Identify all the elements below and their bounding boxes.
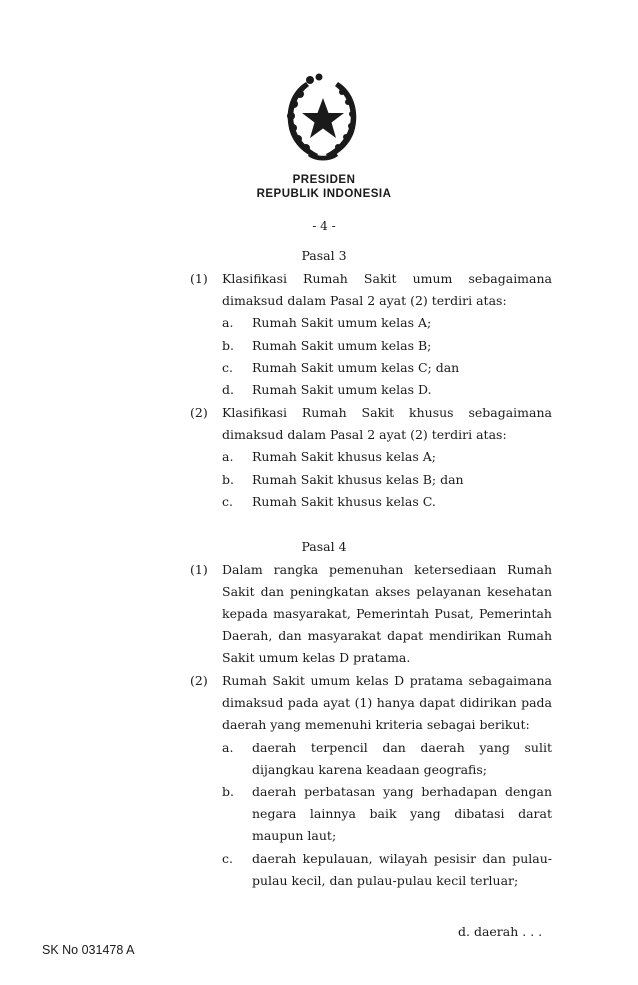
page-number: - 4 - — [312, 219, 336, 233]
pasal-3-ayat-2-item-a: Rumah Sakit khusus kelas A; — [252, 449, 436, 464]
pasal-3-ayat-1-item-a-letter: a. — [222, 315, 234, 330]
pasal-4-ayat-2-item-b-line-3: maupun laut; — [252, 828, 337, 843]
pasal-4-ayat-2-item-c-letter: c. — [222, 851, 233, 866]
document-code: SK No 031478 A — [42, 943, 135, 957]
pasal-4-ayat-1-number: (1) — [190, 562, 208, 577]
pasal-3-ayat-1-item-d: Rumah Sakit umum kelas D. — [252, 382, 432, 397]
pasal-3-ayat-2-item-b: Rumah Sakit khusus kelas B; dan — [252, 472, 464, 487]
pasal-4-ayat-2-item-c-line-2: pulau kecil, dan pulau-pulau kecil terluar; — [252, 873, 519, 888]
pasal-4-ayat-2-line-1: Rumah Sakit umum kelas D pratama sebagaimana — [222, 673, 552, 688]
pasal-3-ayat-1-item-c-letter: c. — [222, 360, 233, 375]
pasal-3-ayat-1-line-1: Klasifikasi Rumah Sakit umum sebagaimana — [222, 271, 552, 286]
pasal-4-ayat-2-item-a-line-1: daerah terpencil dan daerah yang sulit — [252, 740, 552, 755]
next-page-catchword: d. daerah . . . — [458, 924, 543, 939]
pasal-4-ayat-2-item-b-letter: b. — [222, 784, 234, 799]
pasal-4-ayat-1-line-1: Dalam rangka pemenuhan ketersediaan Rumah — [222, 562, 552, 577]
pasal-3-ayat-1-number: (1) — [190, 271, 208, 286]
pasal-3-ayat-1-item-c: Rumah Sakit umum kelas C; dan — [252, 360, 460, 375]
pasal-3-ayat-2-item-b-letter: b. — [222, 472, 234, 487]
pasal-3-ayat-1-item-a: Rumah Sakit umum kelas A; — [252, 315, 432, 330]
pasal-4-ayat-2-line-3: daerah yang memenuhi kriteria sebagai berikut: — [222, 717, 530, 732]
pasal-3-ayat-2-item-c-letter: c. — [222, 494, 233, 509]
pasal-4-ayat-1-line-2: Sakit dan peningkatan akses pelayanan kesehatan — [222, 584, 552, 599]
garuda-star-emblem-icon — [276, 72, 366, 166]
pasal-3-ayat-2-line-2: dimaksud dalam Pasal 2 ayat (2) terdiri atas: — [222, 427, 507, 442]
pasal-4-ayat-2-item-c-line-1: daerah kepulauan, wilayah pesisir dan pulau- — [252, 851, 552, 866]
pasal-3-ayat-1-item-b-letter: b. — [222, 338, 234, 353]
header-republic: REPUBLIK INDONESIA — [256, 188, 392, 200]
pasal-3-ayat-2-number: (2) — [190, 405, 208, 420]
pasal-4-ayat-2-number: (2) — [190, 673, 208, 688]
pasal-4-ayat-2-item-b-line-1: daerah perbatasan yang berhadapan dengan — [252, 784, 552, 799]
pasal-4-ayat-2-line-2: dimaksud pada ayat (1) hanya dapat didirikan pada — [222, 695, 552, 710]
pasal-4-ayat-2-item-b-line-2: negara lainnya baik yang dibatasi darat — [252, 806, 552, 821]
pasal-4-ayat-1-line-5: Sakit umum kelas D pratama. — [222, 650, 411, 665]
pasal-4-title: Pasal 4 — [301, 539, 347, 554]
header-president: PRESIDEN — [292, 174, 356, 186]
pasal-4-ayat-1-line-3: kepada masyarakat, Pemerintah Pusat, Pemerintah — [222, 606, 552, 621]
pasal-3-title: Pasal 3 — [301, 248, 347, 263]
pasal-3-ayat-2-item-c: Rumah Sakit khusus kelas C. — [252, 494, 436, 509]
pasal-4-ayat-1-line-4: Daerah, dan masyarakat dapat mendirikan Rumah — [222, 628, 552, 643]
pasal-4-ayat-2-item-a-letter: a. — [222, 740, 234, 755]
pasal-4-ayat-2-item-a-line-2: dijangkau karena keadaan geografis; — [252, 762, 487, 777]
pasal-3-ayat-2-line-1: Klasifikasi Rumah Sakit khusus sebagaimana — [222, 405, 552, 420]
pasal-3-ayat-1-item-b: Rumah Sakit umum kelas B; — [252, 338, 432, 353]
pasal-3-ayat-1-item-d-letter: d. — [222, 382, 234, 397]
pasal-3-ayat-1-line-2: dimaksud dalam Pasal 2 ayat (2) terdiri atas: — [222, 293, 507, 308]
pasal-3-ayat-2-item-a-letter: a. — [222, 449, 234, 464]
